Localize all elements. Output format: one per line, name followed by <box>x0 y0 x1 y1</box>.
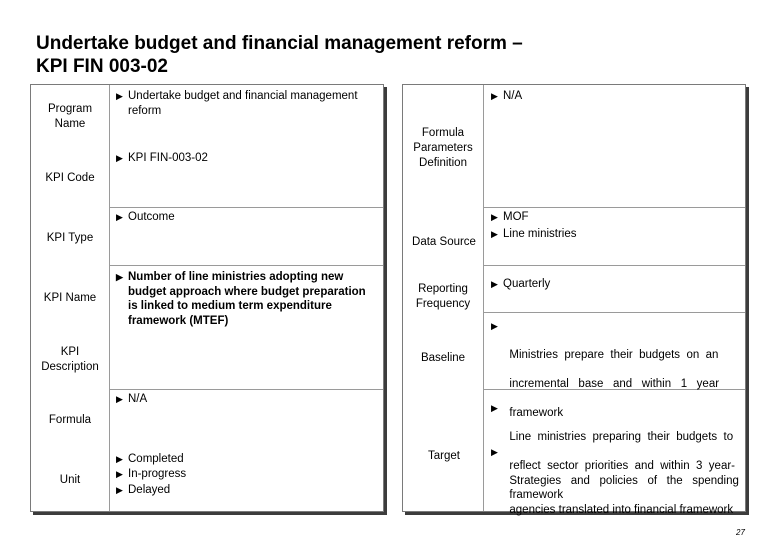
kpi-description-label: KPI Description <box>41 346 99 373</box>
kpi-code-value: ▶ KPI FIN-003-02 <box>116 152 208 164</box>
formula-parameters-label: Formula Parameters Definition <box>413 127 473 169</box>
triangle-right-icon: ▶ <box>116 212 123 222</box>
target-value-2: ▶ Strategies and policies of the spending agencies translated into financial framework <box>491 447 739 516</box>
triangle-right-icon: ▶ <box>116 469 123 479</box>
kpi-name-value: ▶ Number of line ministries adopting new budget approach where budget preparation is linked to medium term expenditure framework (MTEF) <box>116 271 366 327</box>
program-name-value: ▶ Undertake budget and financial management reform <box>116 90 358 117</box>
reporting-frequency-label: Reporting Frequency <box>415 283 471 310</box>
data-source-label: Data Source <box>412 236 476 248</box>
kpi-type-label: KPI Type <box>46 232 94 244</box>
triangle-right-icon: ▶ <box>491 279 498 289</box>
target-value-1: ▶ Line ministries preparing their budgets to reflect sector priorities and within 3 year- framework <box>491 403 736 501</box>
page-title-line-1: Undertake budget and financial management reform – <box>36 33 523 54</box>
kpi-name-label: KPI Name <box>43 292 97 304</box>
triangle-right-icon: ▶ <box>116 454 123 464</box>
formula-parameters-value: ▶ N/A <box>491 90 523 102</box>
unit-value-in-progress: ▶ In-progress <box>116 468 187 480</box>
triangle-right-icon: ▶ <box>116 485 123 495</box>
page-title-line-2: KPI FIN 003-02 <box>36 56 168 77</box>
triangle-right-icon: ▶ <box>491 229 498 239</box>
target-label: Target <box>428 450 460 462</box>
formula-value: ▶ N/A <box>116 393 148 405</box>
unit-value-completed: ▶ Completed <box>116 453 184 465</box>
program-name-label: Program Name <box>47 103 93 130</box>
unit-label: Unit <box>59 474 81 486</box>
triangle-right-icon: ▶ <box>116 394 123 404</box>
triangle-right-icon: ▶ <box>116 91 123 101</box>
kpi-code-label: KPI Code <box>45 172 95 184</box>
reporting-frequency-value: ▶ Quarterly <box>491 278 551 290</box>
data-source-value-line-ministries: ▶ Line ministries <box>491 228 577 240</box>
formula-label: Formula <box>48 414 92 426</box>
triangle-right-icon: ▶ <box>491 321 498 331</box>
page-title <box>36 32 716 78</box>
triangle-right-icon: ▶ <box>491 403 498 413</box>
triangle-right-icon: ▶ <box>491 212 498 222</box>
baseline-label: Baseline <box>420 352 466 364</box>
baseline-value: ▶ Ministries prepare their budgets on an incremental base and within 1 year framework <box>491 321 720 419</box>
data-source-value-mof: ▶ MOF <box>491 211 529 223</box>
triangle-right-icon: ▶ <box>116 272 123 282</box>
kpi-type-value: ▶ Outcome <box>116 211 175 223</box>
unit-value-delayed: ▶ Delayed <box>116 484 171 496</box>
triangle-right-icon: ▶ <box>491 447 498 457</box>
triangle-right-icon: ▶ <box>116 153 123 163</box>
triangle-right-icon: ▶ <box>491 91 498 101</box>
page-number: 27 <box>736 528 745 537</box>
